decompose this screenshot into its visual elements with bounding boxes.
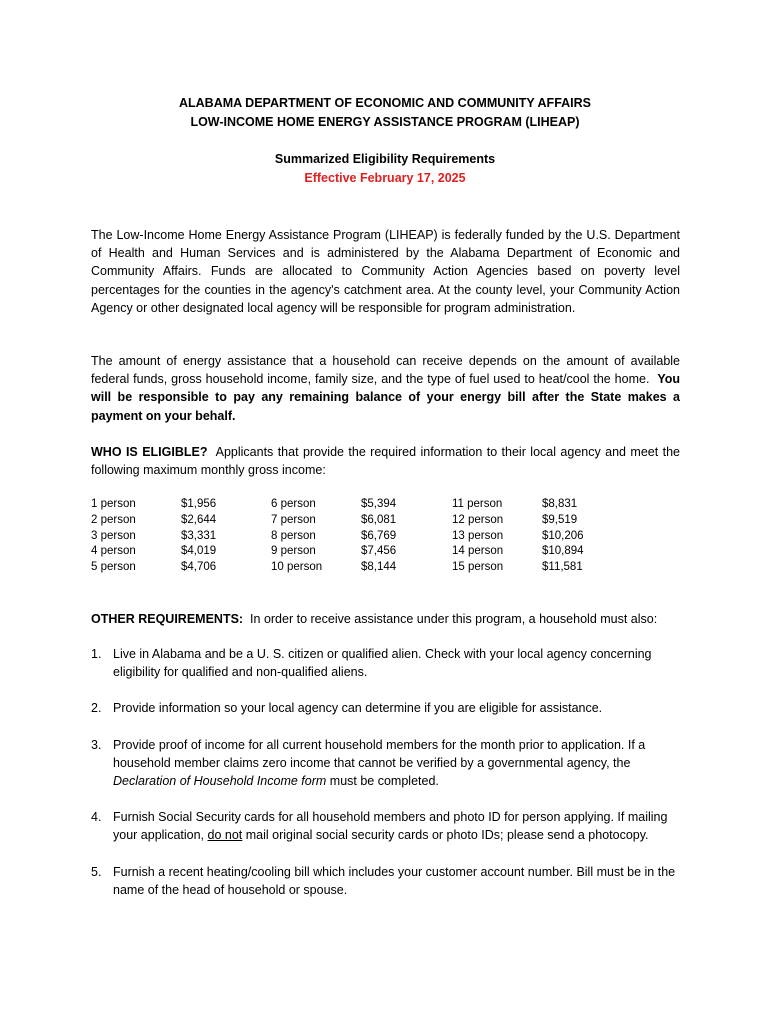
list-number: 2. (91, 701, 102, 716)
household-size: 2 person (91, 513, 136, 526)
list-item (91, 863, 691, 899)
income-limit: $9,519 (542, 513, 578, 526)
household-size: 9 person (271, 545, 316, 558)
income-limit: $2,644 (181, 513, 217, 526)
assistance-amount-paragraph (91, 352, 680, 425)
requirement-text: Provide proof of income for all current household members for the month prior to application. If a household member claims zero income that cannot be verified by a governmental agency, the (113, 737, 646, 770)
list-item (91, 699, 691, 717)
income-limit: $4,019 (181, 545, 217, 558)
other-requirements-text: In order to receive assistance under this program, a household must also: (250, 612, 658, 626)
who-is-eligible-label: WHO IS ELIGIBLE? (91, 445, 208, 459)
other-requirements-label: OTHER REQUIREMENTS: (91, 612, 244, 626)
household-size: 15 person (452, 561, 504, 574)
income-limit: $3,331 (181, 529, 217, 542)
do-not-emphasis: do not (207, 828, 243, 843)
income-limits-table (91, 497, 602, 576)
program-title: LOW-INCOME HOME ENERGY ASSISTANCE PROGRAM (LIHEAP) (190, 115, 580, 129)
requirement-text: Live in Alabama and be a U. S. citizen or qualified alien. Check with your local agency concerning eligibility for qualified and non-qualified aliens. (113, 647, 652, 680)
income-limit: $7,456 (361, 545, 397, 558)
income-limit: $4,706 (181, 561, 217, 574)
income-limit: $11,581 (542, 561, 583, 574)
household-size: 8 person (271, 529, 316, 542)
who-is-eligible-text: Applicants that provide the required information to their local agency and meet the following maximum monthly gross income: (91, 445, 680, 478)
list-number: 4. (91, 810, 102, 825)
balance-warning: You will be responsible to pay any remaining balance of your energy bill after the State makes a payment on your behalf. (91, 372, 680, 423)
intro-paragraph: The Low-Income Home Energy Assistance Program (LIHEAP) is federally funded by the U.S. Department of Health and Human Services and is administered by the Alabama Department of Economic and Community Affairs. Funds are allocated to Community Action Agencies based on poverty level percentages for the counties in the agency's catchment area. At the county level, your Community Action Agency or other designated local agency will be responsible for program administration. (91, 228, 680, 315)
requirement-text: must be completed. (329, 774, 439, 789)
table-row (91, 560, 602, 576)
list-item (91, 645, 691, 681)
requirements-list (91, 645, 691, 917)
household-size: 5 person (91, 561, 136, 574)
household-size: 3 person (91, 529, 136, 542)
household-size: 10 person (271, 561, 323, 574)
household-size: 13 person (452, 529, 504, 542)
agency-title: ALABAMA DEPARTMENT OF ECONOMIC AND COMMUNITY AFFAIRS (178, 96, 592, 110)
household-size: 12 person (452, 513, 504, 526)
table-row (91, 544, 602, 560)
who-is-eligible-paragraph (91, 443, 680, 479)
list-item (91, 808, 691, 844)
effective-date: Effective February 17, 2025 (304, 171, 466, 185)
income-limit: $8,831 (542, 498, 578, 510)
declaration-form-name: Declaration of Household Income form (113, 774, 327, 789)
income-limit: $10,894 (542, 545, 584, 558)
requirement-text: Furnish Social Security cards for all household members and photo ID for person applying. If mailing your application, (113, 810, 668, 843)
income-limit: $6,769 (361, 529, 397, 542)
requirement-text: Furnish a recent heating/cooling bill which includes your customer account number. Bill must be in the name of the head of household or spouse. (113, 864, 676, 897)
income-limit: $5,394 (361, 498, 397, 510)
list-item (91, 736, 691, 791)
requirement-text: Provide information so your local agency can determine if you are eligible for assistance. (113, 701, 603, 716)
income-limit: $1,956 (181, 498, 217, 510)
income-limit: $10,206 (542, 529, 584, 542)
household-size: 14 person (452, 545, 504, 558)
table-row (91, 497, 602, 513)
table-row (91, 529, 602, 545)
other-requirements-paragraph (91, 610, 680, 628)
income-limit: $8,144 (361, 561, 397, 574)
requirement-text: mail original social security cards or photo IDs; please send a photocopy. (245, 828, 649, 843)
document-subtitle: Summarized Eligibility Requirements (274, 152, 496, 166)
assistance-amount-text: The amount of energy assistance that a household can receive depends on the amount of available federal funds, gross household income, family size, and the type of fuel used to heat/cool the home. (91, 354, 680, 387)
household-size: 7 person (271, 513, 316, 526)
table-row (91, 513, 602, 529)
list-number: 1. (91, 647, 102, 661)
list-number: 3. (91, 737, 102, 752)
household-size: 4 person (91, 545, 136, 558)
household-size: 1 person (91, 498, 136, 510)
list-number: 5. (91, 864, 102, 879)
income-limit: $6,081 (361, 513, 397, 526)
household-size: 11 person (452, 498, 503, 510)
household-size: 6 person (271, 498, 316, 510)
